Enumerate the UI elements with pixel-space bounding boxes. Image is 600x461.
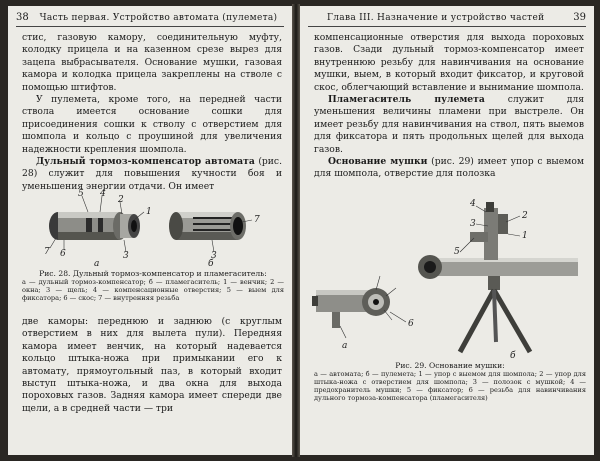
book-gutter xyxy=(292,4,300,457)
figure-28-caption-title: Рис. 28. Дульный тормоз-компенсатор и пламегаситель: xyxy=(39,269,267,278)
right-paragraph-3 xyxy=(314,156,584,181)
left-page-number: 38 xyxy=(16,12,29,23)
left-running-head xyxy=(16,12,284,27)
fig29-label-3: 3 xyxy=(470,219,476,229)
figure-28 xyxy=(28,188,278,266)
fig29-label-1: 1 xyxy=(522,231,528,241)
left-paragraph-3-heading: Дульный тормоз-компенсатор автомата xyxy=(36,156,255,168)
right-paragraph-3-text: (рис. 29) имеет упор с выемом для шомпола, отверстие для полозка xyxy=(314,156,584,180)
fig28-label-7: 7 xyxy=(44,247,50,257)
left-text-top xyxy=(22,32,282,193)
figure-29-caption-text: а — автомата; б — пулемета; 1 — упор с выемом для шомпола; 2 — упор для штыка-ножа с отверстием для шомпола; 3 — полозок с мушкой; 4 — предохранитель мушки; 5 — фиксатор; 6 — резьба для навинчивания дульного тормоза-компенсатора (пламегасителя) xyxy=(314,370,586,402)
fig29-label-2: 2 xyxy=(522,211,528,221)
right-head-title: Глава III. Назначение и устройство частей xyxy=(327,13,545,23)
right-paragraph-2-text: служит для уменьшения величины пламени при выстреле. Он имеет резьбу для навинчивания на ствол, пять выемов для фиксатора и пять продольных щелей для выхода газов. xyxy=(314,94,584,155)
fig29-label-4: 4 xyxy=(470,199,476,209)
fig29-sub-b: б xyxy=(510,351,516,360)
fig29-sub-a: а xyxy=(342,341,348,351)
figure-29-caption-title: Рис. 29. Основание мушки: xyxy=(395,361,505,370)
right-page xyxy=(300,6,594,455)
right-paragraph-1: компенсационные отверстия для выхода пороховых газов. Сзади дульный тормоз-компенсатор имеет внутреннюю резьбу для навинчивания на основание мушки, выем, в который входит фиксатор, и круговой скос, облегчающий вставление и вынимание шомпола. xyxy=(314,32,584,93)
flash-hider-illustration xyxy=(169,212,246,240)
mg-front-sight-illustration xyxy=(418,202,578,352)
figure-29-caption xyxy=(314,362,586,402)
figure-29 xyxy=(310,192,588,360)
fig28-label-2: 2 xyxy=(118,195,124,205)
figure-29-drawing xyxy=(310,192,588,360)
compensator-illustration xyxy=(49,212,140,240)
right-text-top xyxy=(314,32,584,181)
fig28-label-5: 5 xyxy=(78,189,84,199)
left-head-title: Часть первая. Устройство автомата (пулемета) xyxy=(39,13,278,23)
fig28-sub-b: б xyxy=(208,259,214,266)
right-paragraph-2 xyxy=(314,94,584,156)
fig29-label-6: 6 xyxy=(408,319,414,329)
figure-28-drawing xyxy=(28,188,278,266)
fig28-label-3a: 3 xyxy=(123,251,129,261)
fig28-label-1: 1 xyxy=(146,207,152,217)
fig28-label-4: 4 xyxy=(100,189,106,199)
left-paragraph-3-text: (рис. 28) служит для повышения кучности боя и уменьшения энергии отдачи. Он имеет xyxy=(22,156,282,192)
fig28-label-7b: 7 xyxy=(254,215,260,225)
right-running-head xyxy=(308,12,586,27)
left-page xyxy=(8,6,292,455)
right-paragraph-3-heading: Основание мушки xyxy=(328,156,428,168)
left-paragraph-4: две каморы: переднюю и заднюю (с круглым отверстием в них для вылета пули). Передняя камора имеет венчик, на который надевается кольцо штыка-ножа при примыкании его к автомату, прямоугольный паз, в который входит выступ штыка-ножа, и два окна для выхода пороховых газов. Задняя камора имеет спереди две щели, а в средней части — три xyxy=(22,316,282,414)
left-text-bottom xyxy=(22,316,282,415)
figure-28-caption xyxy=(22,270,284,302)
left-paragraph-2: У пулемета, кроме того, на передней части ствола имеется основание сошки для присоединения сошки к стволу с отверстием для шомпола и кольцо с проушиной для увеличения надежности крепления шомпола. xyxy=(22,94,282,155)
right-paragraph-2-heading: Пламегаситель пулемета xyxy=(328,94,485,106)
left-paragraph-1: стис, газовую камору, соединительную муфту, колодку прицела и на казенном срезе вырез для зацепа выбрасывателя. Основание мушки, газовая камора и колодка прицела закреплены на стволе с помощью штифтов. xyxy=(22,32,282,93)
right-page-number: 39 xyxy=(573,12,586,23)
fig28-label-3b: 3 xyxy=(211,251,217,261)
fig29-label-5: 5 xyxy=(454,247,460,257)
figure-28-caption-text: а — дульный тормоз-компенсатор; б — пламегаситель; 1 — венчик; 2 — окна; 3 — щель; 4 — компенсационные отверстия; 5 — выем для фиксатора; 6 — скос; 7 — внутренняя резьба xyxy=(22,278,284,302)
fig28-label-6: 6 xyxy=(60,249,66,259)
rifle-front-sight-illustration xyxy=(312,288,390,328)
fig28-sub-a: а xyxy=(94,259,100,266)
